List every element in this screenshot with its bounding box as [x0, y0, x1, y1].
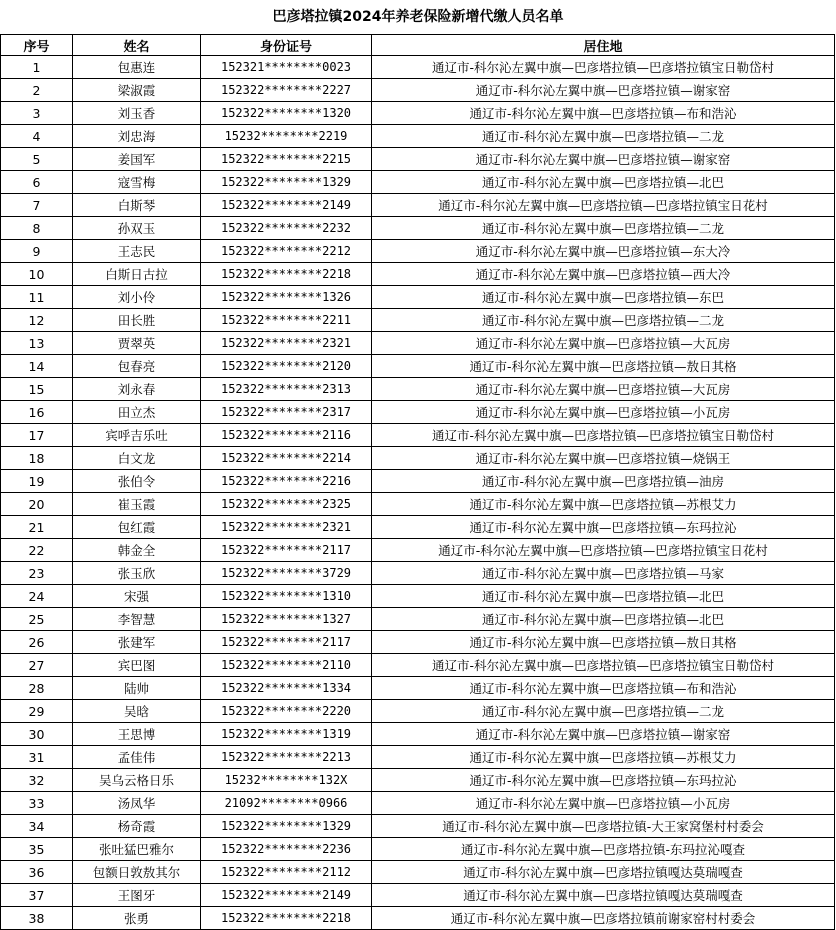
table-row [1, 677, 835, 700]
cell-id-number: 152322********1326 [201, 286, 372, 309]
cell-residence: 通辽市-科尔沁左翼中旗—巴彦塔拉镇—小瓦房 [372, 401, 835, 424]
cell-index: 34 [1, 815, 73, 838]
cell-index: 2 [1, 79, 73, 102]
cell-id-number: 152322********2117 [201, 539, 372, 562]
table-row [1, 447, 835, 470]
table-row [1, 539, 835, 562]
cell-index: 32 [1, 769, 73, 792]
table-row [1, 838, 835, 861]
cell-id-number: 152322********2218 [201, 907, 372, 930]
cell-id-number: 152322********2120 [201, 355, 372, 378]
cell-id-number: 152322********2117 [201, 631, 372, 654]
cell-name: 刘永春 [73, 378, 201, 401]
cell-id-number: 152322********3729 [201, 562, 372, 585]
table-row [1, 792, 835, 815]
cell-id-number: 152322********2232 [201, 217, 372, 240]
cell-residence: 通辽市-科尔沁左翼中旗—巴彦塔拉镇—谢家窑 [372, 148, 835, 171]
cell-residence: 通辽市-科尔沁左翼中旗—巴彦塔拉镇—谢家窑 [372, 723, 835, 746]
cell-name: 张伯令 [73, 470, 201, 493]
cell-name: 吴乌云格日乐 [73, 769, 201, 792]
table-row [1, 769, 835, 792]
table-row [1, 286, 835, 309]
cell-index: 24 [1, 585, 73, 608]
cell-residence: 通辽市-科尔沁左翼中旗—巴彦塔拉镇—敖日其格 [372, 355, 835, 378]
cell-residence: 通辽市-科尔沁左翼中旗—巴彦塔拉镇—油房 [372, 470, 835, 493]
cell-id-number: 152322********1334 [201, 677, 372, 700]
cell-residence: 通辽市-科尔沁左翼中旗—巴彦塔拉镇—二龙 [372, 700, 835, 723]
cell-name: 吴晗 [73, 700, 201, 723]
cell-index: 3 [1, 102, 73, 125]
cell-id-number: 152322********2216 [201, 470, 372, 493]
cell-residence: 通辽市-科尔沁左翼中旗—巴彦塔拉镇—东玛拉沁 [372, 769, 835, 792]
cell-index: 16 [1, 401, 73, 424]
cell-index: 13 [1, 332, 73, 355]
table-row [1, 470, 835, 493]
cell-name: 张建军 [73, 631, 201, 654]
cell-residence: 通辽市-科尔沁左翼中旗—巴彦塔拉镇—巴彦塔拉镇宝日花村 [372, 539, 835, 562]
cell-residence: 通辽市-科尔沁左翼中旗—巴彦塔拉镇—谢家窑 [372, 79, 835, 102]
cell-name: 张吐猛巴雅尔 [73, 838, 201, 861]
cell-id-number: 152322********1310 [201, 585, 372, 608]
table-row [1, 194, 835, 217]
cell-name: 田立杰 [73, 401, 201, 424]
cell-residence: 通辽市-科尔沁左翼中旗—巴彦塔拉镇嘎达莫瑞嘎查 [372, 861, 835, 884]
cell-index: 19 [1, 470, 73, 493]
cell-id-number: 152322********1320 [201, 102, 372, 125]
cell-index: 30 [1, 723, 73, 746]
cell-residence: 通辽市-科尔沁左翼中旗—巴彦塔拉镇—东玛拉沁 [372, 516, 835, 539]
cell-index: 27 [1, 654, 73, 677]
cell-id-number: 15232********132X [201, 769, 372, 792]
cell-name: 姜国军 [73, 148, 201, 171]
table-row [1, 608, 835, 631]
cell-name: 包额日敦敖其尔 [73, 861, 201, 884]
table-title: 巴彦塔拉镇2024年养老保险新增代缴人员名单 [272, 9, 564, 25]
cell-id-number: 152322********1329 [201, 171, 372, 194]
cell-residence: 通辽市-科尔沁左翼中旗—巴彦塔拉镇—苏根艾力 [372, 493, 835, 516]
table-row [1, 148, 835, 171]
cell-name: 汤凤华 [73, 792, 201, 815]
table-row [1, 309, 835, 332]
cell-index: 8 [1, 217, 73, 240]
cell-index: 35 [1, 838, 73, 861]
cell-index: 10 [1, 263, 73, 286]
cell-name: 白文龙 [73, 447, 201, 470]
cell-id-number: 152322********1319 [201, 723, 372, 746]
table-row [1, 217, 835, 240]
cell-name: 梁淑霞 [73, 79, 201, 102]
cell-id-number: 152322********2212 [201, 240, 372, 263]
cell-name: 包红霞 [73, 516, 201, 539]
header-residence: 居住地 [372, 35, 835, 56]
cell-name: 崔玉霞 [73, 493, 201, 516]
cell-id-number: 152322********2116 [201, 424, 372, 447]
cell-index: 20 [1, 493, 73, 516]
cell-id-number: 152322********2313 [201, 378, 372, 401]
cell-index: 15 [1, 378, 73, 401]
table-row [1, 79, 835, 102]
cell-index: 1 [1, 56, 73, 79]
table-row [1, 700, 835, 723]
cell-index: 25 [1, 608, 73, 631]
cell-residence: 通辽市-科尔沁左翼中旗—巴彦塔拉镇嘎达莫瑞嘎查 [372, 884, 835, 907]
table-row [1, 746, 835, 769]
cell-name: 孟佳伟 [73, 746, 201, 769]
table-row [1, 493, 835, 516]
cell-index: 7 [1, 194, 73, 217]
table-row [1, 585, 835, 608]
cell-id-number: 152322********2317 [201, 401, 372, 424]
cell-name: 刘忠海 [73, 125, 201, 148]
cell-residence: 通辽市-科尔沁左翼中旗—巴彦塔拉镇—巴彦塔拉镇宝日花村 [372, 194, 835, 217]
table-header-row [1, 35, 835, 56]
cell-id-number: 152322********2321 [201, 516, 372, 539]
cell-residence: 通辽市-科尔沁左翼中旗—巴彦塔拉镇—布和浩沁 [372, 102, 835, 125]
cell-residence: 通辽市-科尔沁左翼中旗—巴彦塔拉镇—东大冷 [372, 240, 835, 263]
cell-id-number: 152322********2220 [201, 700, 372, 723]
cell-index: 36 [1, 861, 73, 884]
cell-id-number: 152322********1329 [201, 815, 372, 838]
cell-index: 38 [1, 907, 73, 930]
cell-id-number: 152322********2214 [201, 447, 372, 470]
cell-id-number: 152322********2149 [201, 194, 372, 217]
cell-residence: 通辽市-科尔沁左翼中旗—巴彦塔拉镇—敖日其格 [372, 631, 835, 654]
table-row [1, 654, 835, 677]
cell-id-number: 152322********2149 [201, 884, 372, 907]
cell-residence: 通辽市-科尔沁左翼中旗—巴彦塔拉镇—布和浩沁 [372, 677, 835, 700]
table-row [1, 102, 835, 125]
table-row [1, 240, 835, 263]
table-row [1, 332, 835, 355]
cell-name: 韩金全 [73, 539, 201, 562]
cell-residence: 通辽市-科尔沁左翼中旗—巴彦塔拉镇-大王家窝堡村村委会 [372, 815, 835, 838]
cell-name: 田长胜 [73, 309, 201, 332]
cell-residence: 通辽市-科尔沁左翼中旗—巴彦塔拉镇—西大冷 [372, 263, 835, 286]
cell-residence: 通辽市-科尔沁左翼中旗—巴彦塔拉镇—烧锅王 [372, 447, 835, 470]
cell-index: 18 [1, 447, 73, 470]
cell-name: 李智慧 [73, 608, 201, 631]
table-row [1, 171, 835, 194]
cell-name: 白斯琴 [73, 194, 201, 217]
cell-name: 宋强 [73, 585, 201, 608]
table-row [1, 631, 835, 654]
cell-index: 26 [1, 631, 73, 654]
table-row [1, 378, 835, 401]
header-name: 姓名 [73, 35, 201, 56]
table-row [1, 125, 835, 148]
cell-id-number: 152322********2213 [201, 746, 372, 769]
cell-index: 11 [1, 286, 73, 309]
cell-name: 张玉欣 [73, 562, 201, 585]
cell-index: 28 [1, 677, 73, 700]
cell-residence: 通辽市-科尔沁左翼中旗—巴彦塔拉镇—马家 [372, 562, 835, 585]
cell-residence: 通辽市-科尔沁左翼中旗—巴彦塔拉镇—北巴 [372, 171, 835, 194]
roster-table [0, 34, 835, 930]
cell-residence: 通辽市-科尔沁左翼中旗—巴彦塔拉镇—苏根艾力 [372, 746, 835, 769]
cell-residence: 通辽市-科尔沁左翼中旗—巴彦塔拉镇前谢家窑村村委会 [372, 907, 835, 930]
cell-residence: 通辽市-科尔沁左翼中旗—巴彦塔拉镇—巴彦塔拉镇宝日勒岱村 [372, 654, 835, 677]
cell-name: 寇雪梅 [73, 171, 201, 194]
cell-index: 6 [1, 171, 73, 194]
cell-residence: 通辽市-科尔沁左翼中旗—巴彦塔拉镇—二龙 [372, 125, 835, 148]
cell-index: 9 [1, 240, 73, 263]
table-row [1, 884, 835, 907]
cell-name: 杨奇霞 [73, 815, 201, 838]
cell-name: 宾呼吉乐吐 [73, 424, 201, 447]
cell-residence: 通辽市-科尔沁左翼中旗—巴彦塔拉镇-东玛拉沁嘎查 [372, 838, 835, 861]
cell-name: 白斯日古拉 [73, 263, 201, 286]
cell-id-number: 152322********2218 [201, 263, 372, 286]
table-row [1, 355, 835, 378]
cell-residence: 通辽市-科尔沁左翼中旗—巴彦塔拉镇—小瓦房 [372, 792, 835, 815]
cell-index: 12 [1, 309, 73, 332]
cell-name: 王图牙 [73, 884, 201, 907]
cell-id-number: 152322********2227 [201, 79, 372, 102]
cell-name: 王志民 [73, 240, 201, 263]
cell-residence: 通辽市-科尔沁左翼中旗—巴彦塔拉镇—二龙 [372, 309, 835, 332]
cell-index: 29 [1, 700, 73, 723]
table-row [1, 562, 835, 585]
cell-name: 宾巴图 [73, 654, 201, 677]
cell-name: 孙双玉 [73, 217, 201, 240]
cell-residence: 通辽市-科尔沁左翼中旗—巴彦塔拉镇—大瓦房 [372, 378, 835, 401]
cell-index: 37 [1, 884, 73, 907]
cell-residence: 通辽市-科尔沁左翼中旗—巴彦塔拉镇—大瓦房 [372, 332, 835, 355]
cell-index: 33 [1, 792, 73, 815]
cell-name: 包惠连 [73, 56, 201, 79]
table-row [1, 56, 835, 79]
cell-id-number: 152322********2321 [201, 332, 372, 355]
cell-id-number: 152322********2236 [201, 838, 372, 861]
cell-id-number: 152322********1327 [201, 608, 372, 631]
cell-index: 31 [1, 746, 73, 769]
cell-name: 包春亮 [73, 355, 201, 378]
table-row [1, 861, 835, 884]
cell-index: 22 [1, 539, 73, 562]
table-row [1, 907, 835, 930]
cell-index: 4 [1, 125, 73, 148]
cell-id-number: 15232********2219 [201, 125, 372, 148]
cell-residence: 通辽市-科尔沁左翼中旗—巴彦塔拉镇—巴彦塔拉镇宝日勒岱村 [372, 424, 835, 447]
table-row [1, 263, 835, 286]
cell-index: 21 [1, 516, 73, 539]
cell-index: 17 [1, 424, 73, 447]
table-row [1, 516, 835, 539]
cell-residence: 通辽市-科尔沁左翼中旗—巴彦塔拉镇—北巴 [372, 585, 835, 608]
cell-id-number: 21092********0966 [201, 792, 372, 815]
cell-name: 陆帅 [73, 677, 201, 700]
header-id-number: 身份证号 [201, 35, 372, 56]
cell-id-number: 152322********2211 [201, 309, 372, 332]
cell-name: 张勇 [73, 907, 201, 930]
table-row [1, 723, 835, 746]
cell-id-number: 152322********2215 [201, 148, 372, 171]
cell-id-number: 152322********2110 [201, 654, 372, 677]
cell-name: 刘小伶 [73, 286, 201, 309]
cell-id-number: 152322********2325 [201, 493, 372, 516]
cell-name: 贾翠英 [73, 332, 201, 355]
cell-index: 5 [1, 148, 73, 171]
cell-id-number: 152321********0023 [201, 56, 372, 79]
cell-residence: 通辽市-科尔沁左翼中旗—巴彦塔拉镇—北巴 [372, 608, 835, 631]
cell-index: 14 [1, 355, 73, 378]
table-row [1, 424, 835, 447]
cell-residence: 通辽市-科尔沁左翼中旗—巴彦塔拉镇—东巴 [372, 286, 835, 309]
table-row [1, 401, 835, 424]
cell-name: 王思博 [73, 723, 201, 746]
cell-residence: 通辽市-科尔沁左翼中旗—巴彦塔拉镇—二龙 [372, 217, 835, 240]
cell-id-number: 152322********2112 [201, 861, 372, 884]
cell-index: 23 [1, 562, 73, 585]
cell-residence: 通辽市-科尔沁左翼中旗—巴彦塔拉镇—巴彦塔拉镇宝日勒岱村 [372, 56, 835, 79]
table-row [1, 815, 835, 838]
header-index: 序号 [1, 35, 73, 56]
cell-name: 刘玉香 [73, 102, 201, 125]
table-body [1, 56, 835, 930]
